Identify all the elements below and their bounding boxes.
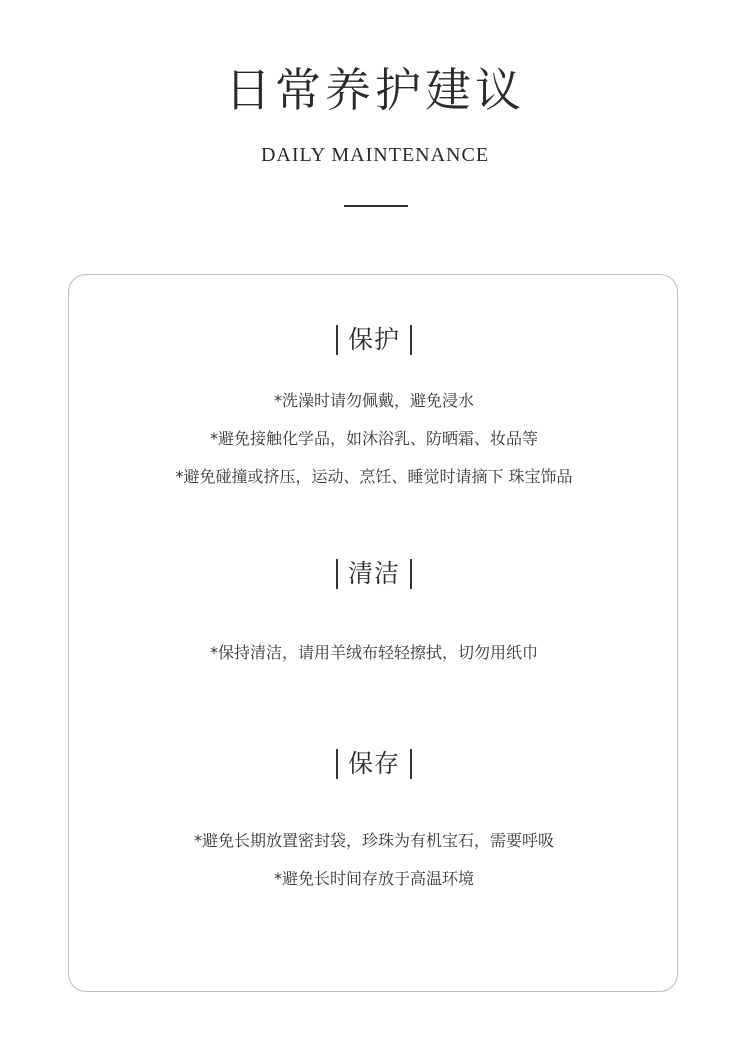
heading-bar-right [410, 325, 412, 355]
list-item: *避免接触化学品，如沐浴乳、防晒霜、妆品等 [209, 429, 538, 448]
section-items [69, 391, 679, 487]
section-title-protect: 保护 [347, 325, 400, 354]
section-title-clean: 清洁 [347, 559, 400, 588]
section-items [69, 831, 679, 889]
list-item: *避免长期放置密封袋，珍珠为有机宝石，需要呼吸 [193, 831, 554, 850]
section-store [69, 745, 679, 889]
page-subtitle: DAILY MAINTENANCE [260, 144, 490, 166]
section-items [69, 643, 679, 663]
section-heading [69, 321, 679, 359]
heading-bar-right [410, 559, 412, 589]
list-item: *避免碰撞或挤压，运动、烹饪、睡觉时请摘下 珠宝饰品 [175, 467, 573, 486]
section-heading [69, 555, 679, 593]
list-item: *避免长时间存放于高温环境 [273, 869, 474, 888]
list-item: *保持清洁，请用羊绒布轻轻擦拭，切勿用纸巾 [209, 643, 538, 662]
maintenance-card [68, 274, 678, 992]
page-title: 日常养护建议 [225, 63, 525, 117]
list-item: *洗澡时请勿佩戴，避免浸水 [273, 391, 474, 410]
heading-bar-right [410, 749, 412, 779]
title-divider [344, 205, 408, 207]
section-clean [69, 555, 679, 663]
section-heading [69, 745, 679, 783]
section-title-store: 保存 [347, 749, 400, 778]
section-protect [69, 321, 679, 487]
